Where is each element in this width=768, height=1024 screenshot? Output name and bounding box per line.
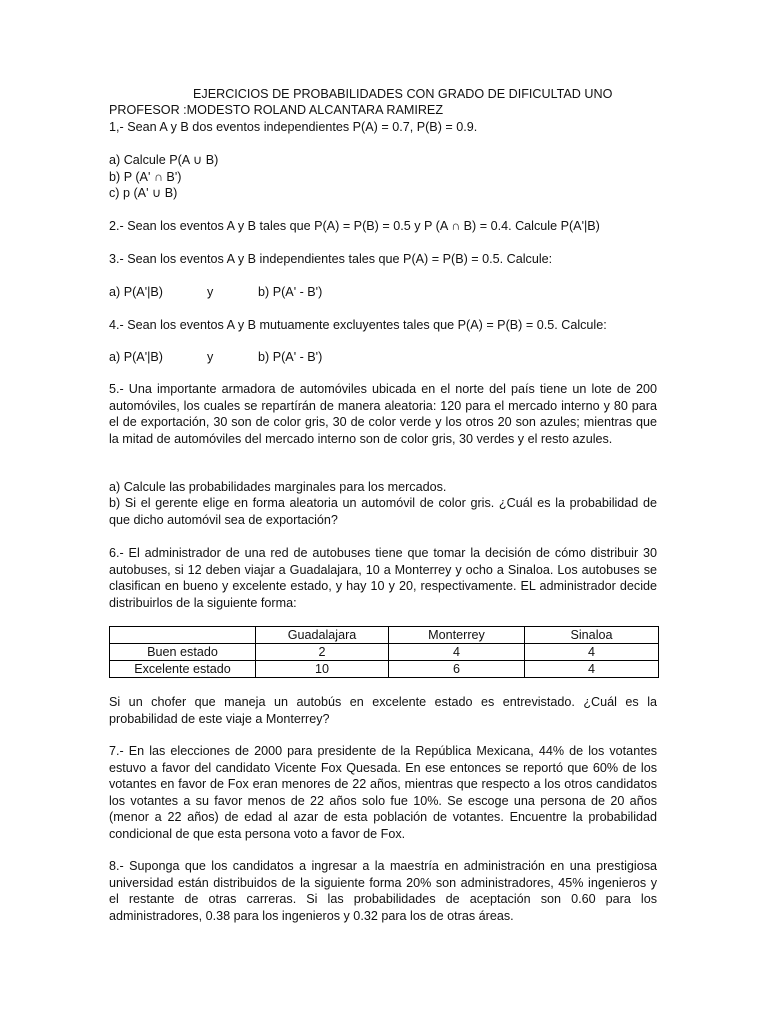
- table-cell: 10: [256, 661, 389, 678]
- table-header-cell: Monterrey: [389, 627, 525, 644]
- table-cell: 2: [256, 644, 389, 661]
- exercise-1-part-b: b) P (A' ∩ B'): [109, 170, 182, 184]
- exercise-6-statement: 6.- El administrador de una red de autobuses tiene que tomar la decisión de cómo distribuir 30 autobuses, si 12 deben viajar a Guadalajara, 10 a Monterrey y ocho a Sinaloa. Los autobuses se clasifican en bueno y excelente estado, y hay 10 y 20, respectivamente. EL administrador decide distribuirlos de la siguiente forma:: [109, 546, 657, 610]
- exercise-3-connector: y: [207, 285, 214, 299]
- exercise-3-parts: [109, 284, 429, 301]
- exercise-3-part-b: b) P(A' - B'): [258, 285, 323, 299]
- table-header-row: [110, 627, 659, 644]
- exercise-4-connector: y: [207, 350, 214, 364]
- table-cell: 4: [389, 644, 525, 661]
- exercise-5-statement: 5.- Una importante armadora de automóviles ubicada en el norte del país tiene un lote de 200 automóviles, los cuales se repartírán de manera aleatoria: 120 para el mercado interno y 80 para el de exportación, 30 son de color gris, 30 de color verde y los otros 20 son azules; mientras que la mitad de automóviles del mercado interno son de color gris, 30 verdes y el resto azules.: [109, 382, 657, 446]
- exercise-4-part-a: a) P(A'|B): [109, 350, 163, 364]
- exercise-5-part-a: a) Calcule las probabilidades marginales para los mercados.: [109, 480, 447, 494]
- exercise-1-statement: 1,- Sean A y B dos eventos independientes P(A) = 0.7, P(B) = 0.9.: [109, 120, 478, 134]
- table-cell: Buen estado: [110, 644, 256, 661]
- exercise-2-statement: 2.- Sean los eventos A y B tales que P(A) = P(B) = 0.5 y P (A ∩ B) = 0.4. Calcule P(A'|B): [109, 219, 600, 233]
- exercise-1-part-c: c) p (A' ∪ B): [109, 186, 178, 200]
- table-cell: Excelente estado: [110, 661, 256, 678]
- exercise-3-part-a: a) P(A'|B): [109, 285, 163, 299]
- exercise-7-statement: 7.- En las elecciones de 2000 para presidente de la República Mexicana, 44% de los votantes estuvo a favor del candidato Vicente Fox Quesada. En ese entonces se reportó que 60% de los votantes en favor de Fox eran menores de 22 años, mientras que respecto a los otros candidatos los votantes a su favor menos de 22 años solo fue 10%. Se escoge una persona de 20 años (menor a 22 años) de edad al azar de esta población de votantes. Encuentre la probabilidad condicional de que esta persona voto a favor de Fox.: [109, 744, 657, 841]
- bus-distribution-table: [109, 626, 659, 678]
- table-header-cell: Guadalajara: [256, 627, 389, 644]
- table-header-cell: Sinaloa: [525, 627, 659, 644]
- table-cell: 4: [525, 644, 659, 661]
- table-header-cell: [110, 627, 256, 644]
- document-title: EJERCICIOS DE PROBABILIDADES CON GRADO DE DIFICULTAD UNO: [193, 87, 613, 101]
- exercise-8-statement: 8.- Suponga que los candidatos a ingresar a la maestría en administración en una prestigiosa universidad están distribuidos de la siguiente forma 20% son administradores, 45% ingenieros y el restante de otras carreras. Si las probabilidades de aceptación son 0.60 para los administradores, 0.38 para los ingenieros y 0.32 para los de otras áreas.: [109, 859, 657, 923]
- exercise-6-question: Si un chofer que maneja un autobús en excelente estado es entrevistado. ¿Cuál es la probabilidad de este viaje a Monterrey?: [109, 695, 657, 726]
- exercise-5-part-b: b) Si el gerente elige en forma aleatoria un automóvil de color gris. ¿Cuál es la probabilidad de que dicho automóvil sea de exportación?: [109, 496, 657, 527]
- table-row: [110, 644, 659, 661]
- exercise-4-parts: [109, 349, 429, 366]
- exercise-1-part-a: a) Calcule P(A ∪ B): [109, 153, 219, 167]
- professor-line: PROFESOR :MODESTO ROLAND ALCANTARA RAMIREZ: [109, 103, 444, 117]
- exercise-4-part-b: b) P(A' - B'): [258, 350, 323, 364]
- table-cell: 6: [389, 661, 525, 678]
- exercise-3-statement: 3.- Sean los eventos A y B independientes tales que P(A) = P(B) = 0.5. Calcule:: [109, 252, 553, 266]
- exercise-4-statement: 4.- Sean los eventos A y B mutuamente excluyentes tales que P(A) = P(B) = 0.5. Calcule:: [109, 318, 607, 332]
- table-cell: 4: [525, 661, 659, 678]
- table-row: [110, 661, 659, 678]
